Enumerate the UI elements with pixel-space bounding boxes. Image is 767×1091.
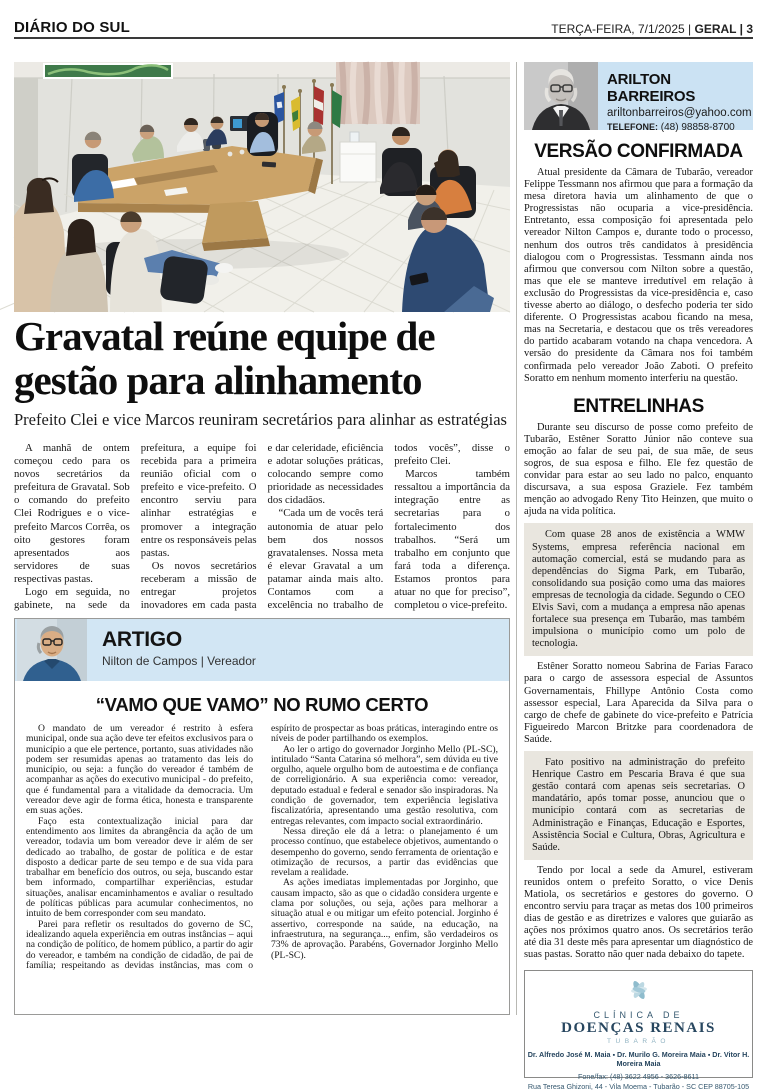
entrelinhas-title: ENTRELINHAS — [573, 395, 704, 417]
artigo-paragraph: Parei para refletir os resultados do governo de SC, idealizando aquela experiência em outras instâncias – aqui na condição de político, de homem público, a partir do agir do vereador, e também na condição de cidadão, de pai de família; respeitando as devidas instâncias, mas com o espírito de prospectar as boas práticas, interagindo entre os níveis de poder partilhando os exemplos. — [26, 723, 498, 971]
dateline-section: GERAL — [694, 22, 737, 36]
masthead: DIÁRIO DO SUL — [14, 19, 130, 36]
dateline: TERÇA-FEIRA, 7/1/2025 | GERAL | 3 — [551, 22, 753, 36]
artigo-paragraph: As ações imediatas implementadas por Jorginho, que causam impacto, são as que o cidadão considera urgente e clama por soluções, ou seja, ações para melhorar a situação atual e ou mitigar um efeito potencial. Jorginho é assertivo, corresponde na saúde, na educação, na infraestrutura, na segurança..., enfim, são verdadeiros os 73% de aprovação. Parabéns, Governador Jorginho Mello (PL-SC). — [271, 877, 498, 961]
versao-confirmada-title: VERSÃO CONFIRMADA — [534, 141, 743, 162]
dateline-page-number: 3 — [746, 22, 753, 36]
nilton-portrait-illustration — [15, 619, 89, 681]
dateline-date: TERÇA-FEIRA, 7/1/2025 — [551, 22, 685, 36]
entrelinhas-item: Durante seu discurso de posse como prefeito de Tubarão, Estêner Soratto Júnior não conteve sua emoção ao falar de seu pai, de sua mãe, de seus sogros, de sua esposa e filho. Ele fez questão de convidar para estar ao seu lado no palco, enquanto discursava, a sua esposa Graziele. Fez também menção ao advogado Reny Tito Heinzen, que muito o ajuda na vida política. — [524, 421, 753, 518]
main-headline: Gravatal reúne equipe de gestão para alinhamento — [14, 313, 435, 404]
header-rule — [14, 37, 753, 39]
clinic-name-line2: DOENÇAS RENAIS — [561, 1019, 716, 1036]
article-paragraph: Os novos secretários receberam a missão de entregar projetos inovadores em cada pasta e dar celeridade, eficiência e adotar soluções práticas, colocando sempre como prioridade as necessidades dos cidadãos. — [140, 442, 384, 612]
opinion-sidebar — [524, 62, 753, 1091]
entrelinhas-items — [524, 422, 753, 962]
arilton-portrait-illustration — [524, 62, 598, 130]
artigo-paragraph: Ao ler o artigo do governador Jorginho Mello (PL-SC), intitulado “Santa Catarina só melhora”, sem dúvida eu tive orgulho, aquele orgulho bom de autoestima e de confiança de correligionário. A sua experiência como: vereador, deputado estadual e federal e senador são inspiradoras. Na condição de governador, tem experiência legislativa fiscalizatória, apresentando uma gestão resolutiva, com entregas relevantes, com impacto social extraordinário. — [271, 743, 498, 827]
meeting-photo — [14, 62, 510, 312]
meeting-photo-illustration — [14, 62, 510, 312]
artigo-author: Nilton de Campos | Vereador — [102, 654, 256, 668]
article-paragraph: Marcos também ressaltou a importância da integração entre as secretarias para o fortalecimento dos trabalhos. “Será um trabalho em conjunto que fará toda a diferença. Estamos prontos para atuar no que for preciso”, completou o vice-prefeito. — [394, 468, 510, 612]
columnist-box — [524, 62, 753, 133]
clinic-phone: Fone/fax: (48) 3622 4956 - 3626-8611 — [578, 1071, 699, 1081]
artigo-paragraph: O mandato de um vereador é restrito à esfera municipal, onde sua ação deve ter efeitos exclusivos para o município a que ele pertence, portanto, suas atividades não podem ser resumidas apenas ao tratamento das leis do município, ou seja: a função do vereador é também de acompanhar as ações do executivo municipal - do prefeito, que é fundamental para a vitalidade da democracia. Um vereador deve agir de forma ética, honesta e transparente em suas ações. — [26, 723, 253, 817]
column-divider — [516, 62, 517, 1015]
clinic-city: TUBARÃO — [607, 1037, 670, 1045]
main-deck: Prefeito Clei e vice Marcos reuniram secretários para alinhar as estratégias — [14, 410, 507, 429]
artigo-box — [14, 618, 510, 1015]
white-cabinet — [340, 142, 376, 182]
columnist-email: ariltonbarreiros@yahoo.com — [607, 107, 752, 119]
artigo-label: ARTIGO — [102, 628, 182, 651]
entrelinhas-item: Com quase 28 anos de existência a WMW Systems, empresa referência nacional em automação comercial, está se mudando para as dependências do Sigma Park, em Tubarão, consolidando sua posição como uma das maiores empresas de tecnologia da cidade. Segundo o CEO Elvis Savi, com a mudança a empresa não apenas fortalece sua presença em Tubarão, mas também impulsiona o município como um polo de tecnologia. — [524, 523, 753, 656]
clinic-flower-logo-icon — [617, 976, 661, 1004]
columnist-phone: TELEFONE: (48) 98858-8700 — [607, 122, 735, 133]
article-paragraph: Logo em seguida, no gabinete, na sede da prefeitura, a equipe foi recebida para a primeira reunião oficial com o prefeito e vice-prefeito. O encontro serviu para alinhar estratégias e promover a integração entre os responsáveis pelas pastas. — [14, 442, 257, 612]
main-article-body — [14, 442, 510, 614]
columnist-name: ARILTON BARREIROS — [607, 71, 696, 105]
artigo-author-photo — [15, 619, 89, 681]
artigo-header-band — [15, 619, 509, 681]
clinic-address: Rua Teresa Ghizoni, 44 - Vila Moema - Tubarão - SC CEP 88705-105 — [527, 1081, 750, 1091]
artigo-paragraph: Nessa direção ele dá a letra: o planejamento é um processo contínuo, que estabelece objetivos, aumentando o desempenho do governo, sendo ferramenta de orientação e otimização de recursos, a partir das evidências que revelam a realidade. — [271, 825, 498, 879]
clinic-doctors: Dr. Alfredo José M. Maia ▪ Dr. Murilo G. Moreira Maia ▪ Dr. Vitor H. Moreira Maia — [527, 1049, 750, 1068]
article-paragraph: “Cada um de vocês terá autonomia de atuar pelo bem dos nossos gravatalenses. Nossa meta é elevar Gravatal a um patamar ainda mais alto. Contamos com a excelência no trabalho de todos vocês”, disse o prefeito Clei. — [267, 442, 510, 612]
columnist-photo — [524, 62, 598, 130]
entrelinhas-item: Fato positivo na administração do prefeito Henrique Castro em Pescaria Brava é que sua gestão contará com apenas seis secretarias. O mandatário, após tomar posse, anunciou que o município contará com as secretarias de Administração e Finanças, Educação e Esportes, Assistência Social e Cultura, Obras, Agricultura e Saúde. — [524, 751, 753, 860]
versao-confirmada-body: Atual presidente da Câmara de Tubarão, vereador Felippe Tessmann nos afirmou que para a formação da mesa diretora havia um alinhamento de que o Progressistas não ocuparia a vice-presidência. Entretanto, essa composição foi apresentada pelo vereador Nilton Campos e, durante todo o processo, nenhum dos outros três candidatos à presidência dialogou com o Progressistas. Tessmann ainda nos afirmou que conversou com Nilton sobre a questão, mas que ele se manteve irredutível em relação à exclusão do Progressistas da vice-presidência e, caso tivesse aberto ao diálogo, o desfecho poderia ter sido diferente. O Progressistas acabou ficando na mesa, mas na Secretaria, e destacou que os três vereadores do partido acabaram votando na chapa vencedora. A versão do presidente da Câmara nos foi também confirmada pelo vereador João Zaboti. O prefeito Soratto em nenhum momento interferiu na questão. — [524, 167, 753, 384]
clinic-ad — [524, 970, 753, 1091]
entrelinhas-item: Tendo por local a sede da Amurel, estiveram reunidos ontem o prefeito Soratto, o vice Denis Matiola, os secretários e gestores do governo. O encontro serviu para traçar as metas dos 100 primeiros dias de gestão e as diretrizes e valores que guiarão as ações nos próximos quatro anos. Os secretários terão até dia 31 deste mês para apresentar um diagnóstico de suas pastas. Soratto não quer nada debaixo do tapete. — [524, 864, 753, 961]
clinic-name-line1: CLÍNICA DE — [593, 1009, 684, 1020]
artigo-body — [15, 724, 509, 1024]
artigo-paragraph: Faço esta contextualização inicial para dar entendimento aos limites da abrangência da ação de um vereador, todavia um bom vereador deve ir além de ser dedicado ao trabalho, de gostar de política e de estar disposto a dedicar parte de seu tempo e de sua vida para trabalhar em benefício dos outros, ou seja, buscando estar bem informado, compartilhar experiências, estudar situações, analisar encaminhamentos e avaliar o resultado de políticas públicas para acumular conhecimentos, no intuito de bem corresponder com seu mandato. — [26, 815, 253, 920]
entrelinhas-item: Estêner Soratto nomeou Sabrina de Farias Faraco para o cargo de assessora especial de Assuntos Governamentais, Fhillype Antônio Costa como assessor especial, Lara Aparecida da Silva para o cargo de chefe de gabinete do vice-prefeito e Patrícia Figueiredo Marcon Britzke para coordenadora de Saúde. — [524, 661, 753, 745]
article-paragraph: A manhã de ontem começou cedo para os novos secretários da prefeitura de Gravatal. Sob o comando do prefeito Clei Rodrigues e o vice-prefeito Marcos Corrêa, os oito gestores foram apresentados aos servidores de suas respectivas pastas. — [14, 442, 130, 585]
artigo-title: “VAMO QUE VAMO” NO RUMO CERTO — [95, 694, 429, 715]
window-curtain — [336, 62, 420, 124]
